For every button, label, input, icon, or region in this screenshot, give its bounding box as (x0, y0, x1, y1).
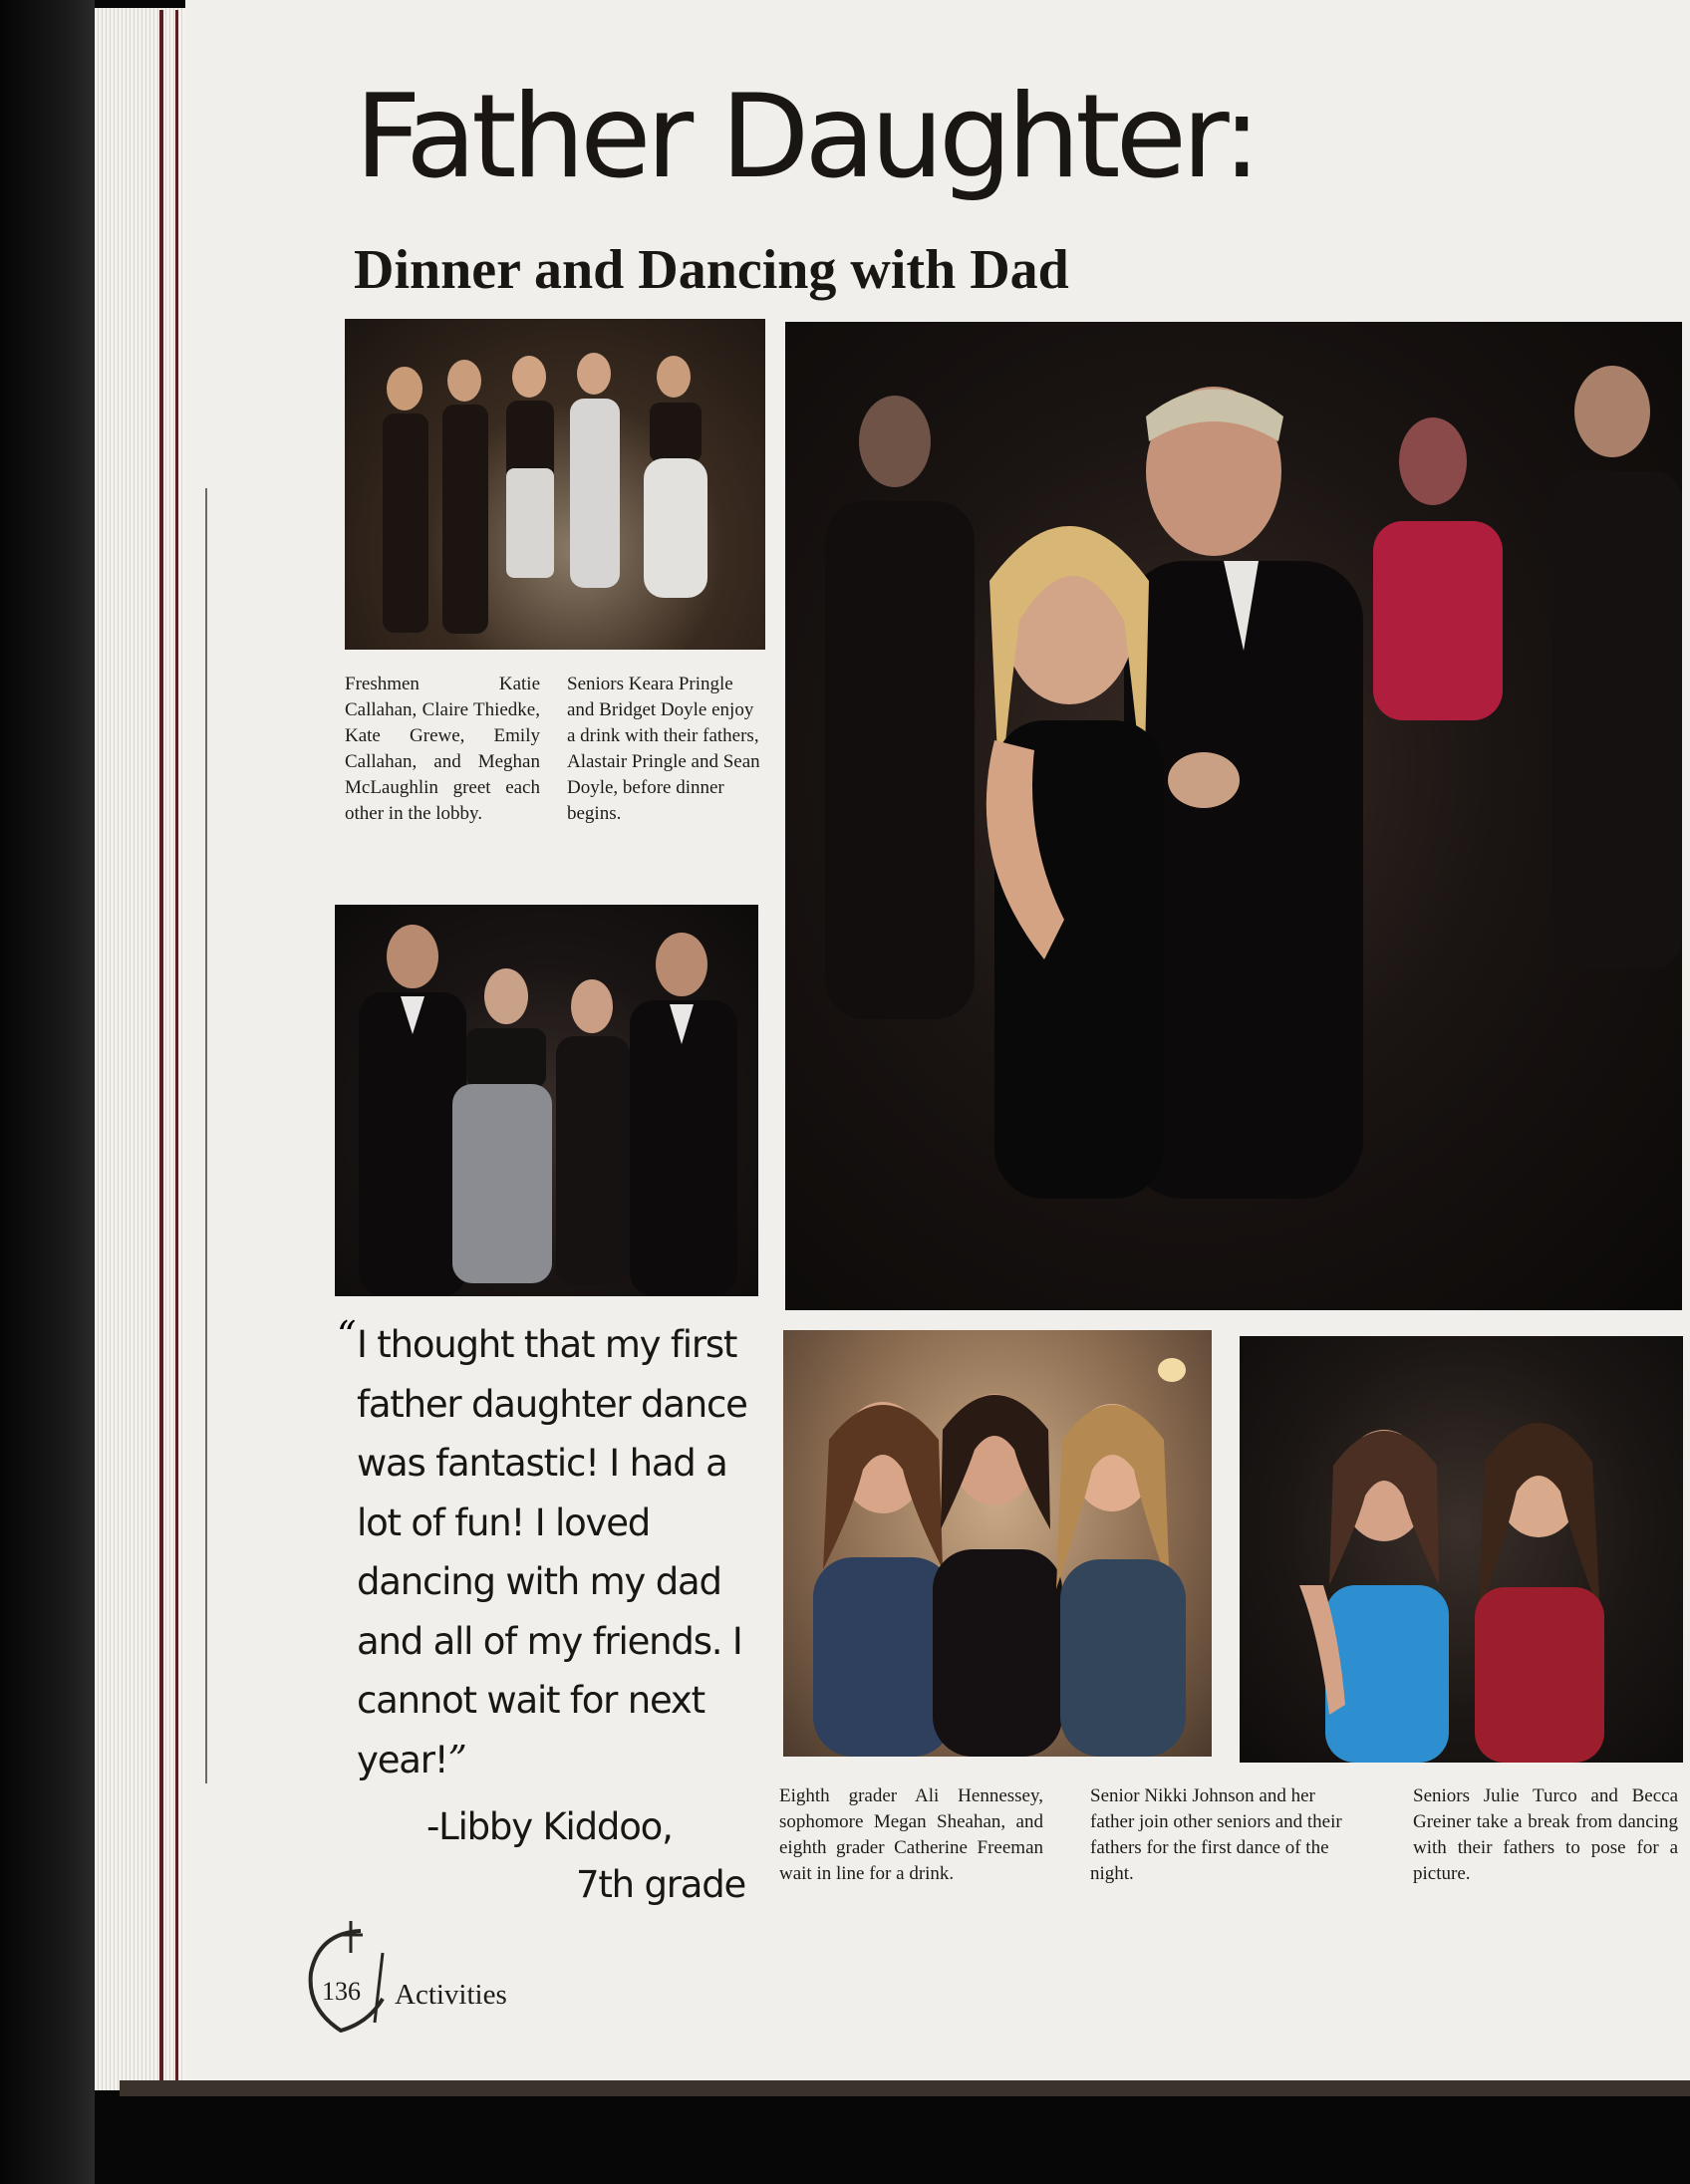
spine-line (159, 10, 163, 2082)
caption-turco-greiner: Seniors Julie Turco and Becca Greiner take a break from dancing with their fathers to pose for a picture. (1413, 1785, 1678, 1884)
photo-pringle-doyle-families (335, 905, 758, 1296)
book-bottom-edge (120, 2080, 1690, 2096)
pull-quote-text: I thought that my first father daughter dance was fantastic! I had a lot of fun! I loved dancing with my dad and all of my friends. I cannot wait for next year! (357, 1323, 747, 1781)
quote-close-mark: ” (447, 1737, 466, 1781)
caption-eighth-grader: Eighth grader Ali Hennessey, sophomore Megan Sheahan, and eighth grader Catherine Freeman wait in line for a drink. (779, 1785, 1043, 1884)
caption-pringle-doyle: Seniors Keara Pringle and Bridget Doyle enjoy a drink with their fathers, Alastair Pringle and Sean Doyle, before dinner begins. (567, 674, 760, 824)
book-shadow (0, 0, 95, 2184)
page-stack-edge (95, 8, 186, 2090)
quote-open-mark: “ (337, 1313, 357, 1357)
page-title: Father Daughter: (355, 70, 1257, 204)
section-name: Activities (395, 1979, 507, 2011)
page-gutter-line (205, 488, 207, 1783)
caption-senior-johnson: Senior Nikki Johnson and her father join other seniors and their fathers for the first dance of the night. (1090, 1785, 1342, 1884)
pull-quote (357, 1315, 755, 1789)
page-subtitle: Dinner and Dancing with Dad (354, 239, 1069, 301)
school-crest-icon (299, 1913, 395, 2037)
quote-attribution-grade: 7th grade (576, 1863, 746, 1906)
photo-three-girls-line (783, 1330, 1212, 1757)
spine-line (175, 10, 178, 2082)
quote-attribution-name: -Libby Kiddoo, (426, 1805, 673, 1848)
caption-freshmen: Freshmen Katie Callahan, Claire Thiedke, Kate Grewe, Emily Callahan, and Meghan McLaughlin greet each other in the lobby. (345, 674, 540, 824)
photo-father-daughter-dance (785, 322, 1682, 1310)
photo-freshmen-lobby (345, 319, 765, 650)
page-number: 136 (322, 1977, 361, 2006)
photo-turco-greiner (1240, 1336, 1683, 1763)
